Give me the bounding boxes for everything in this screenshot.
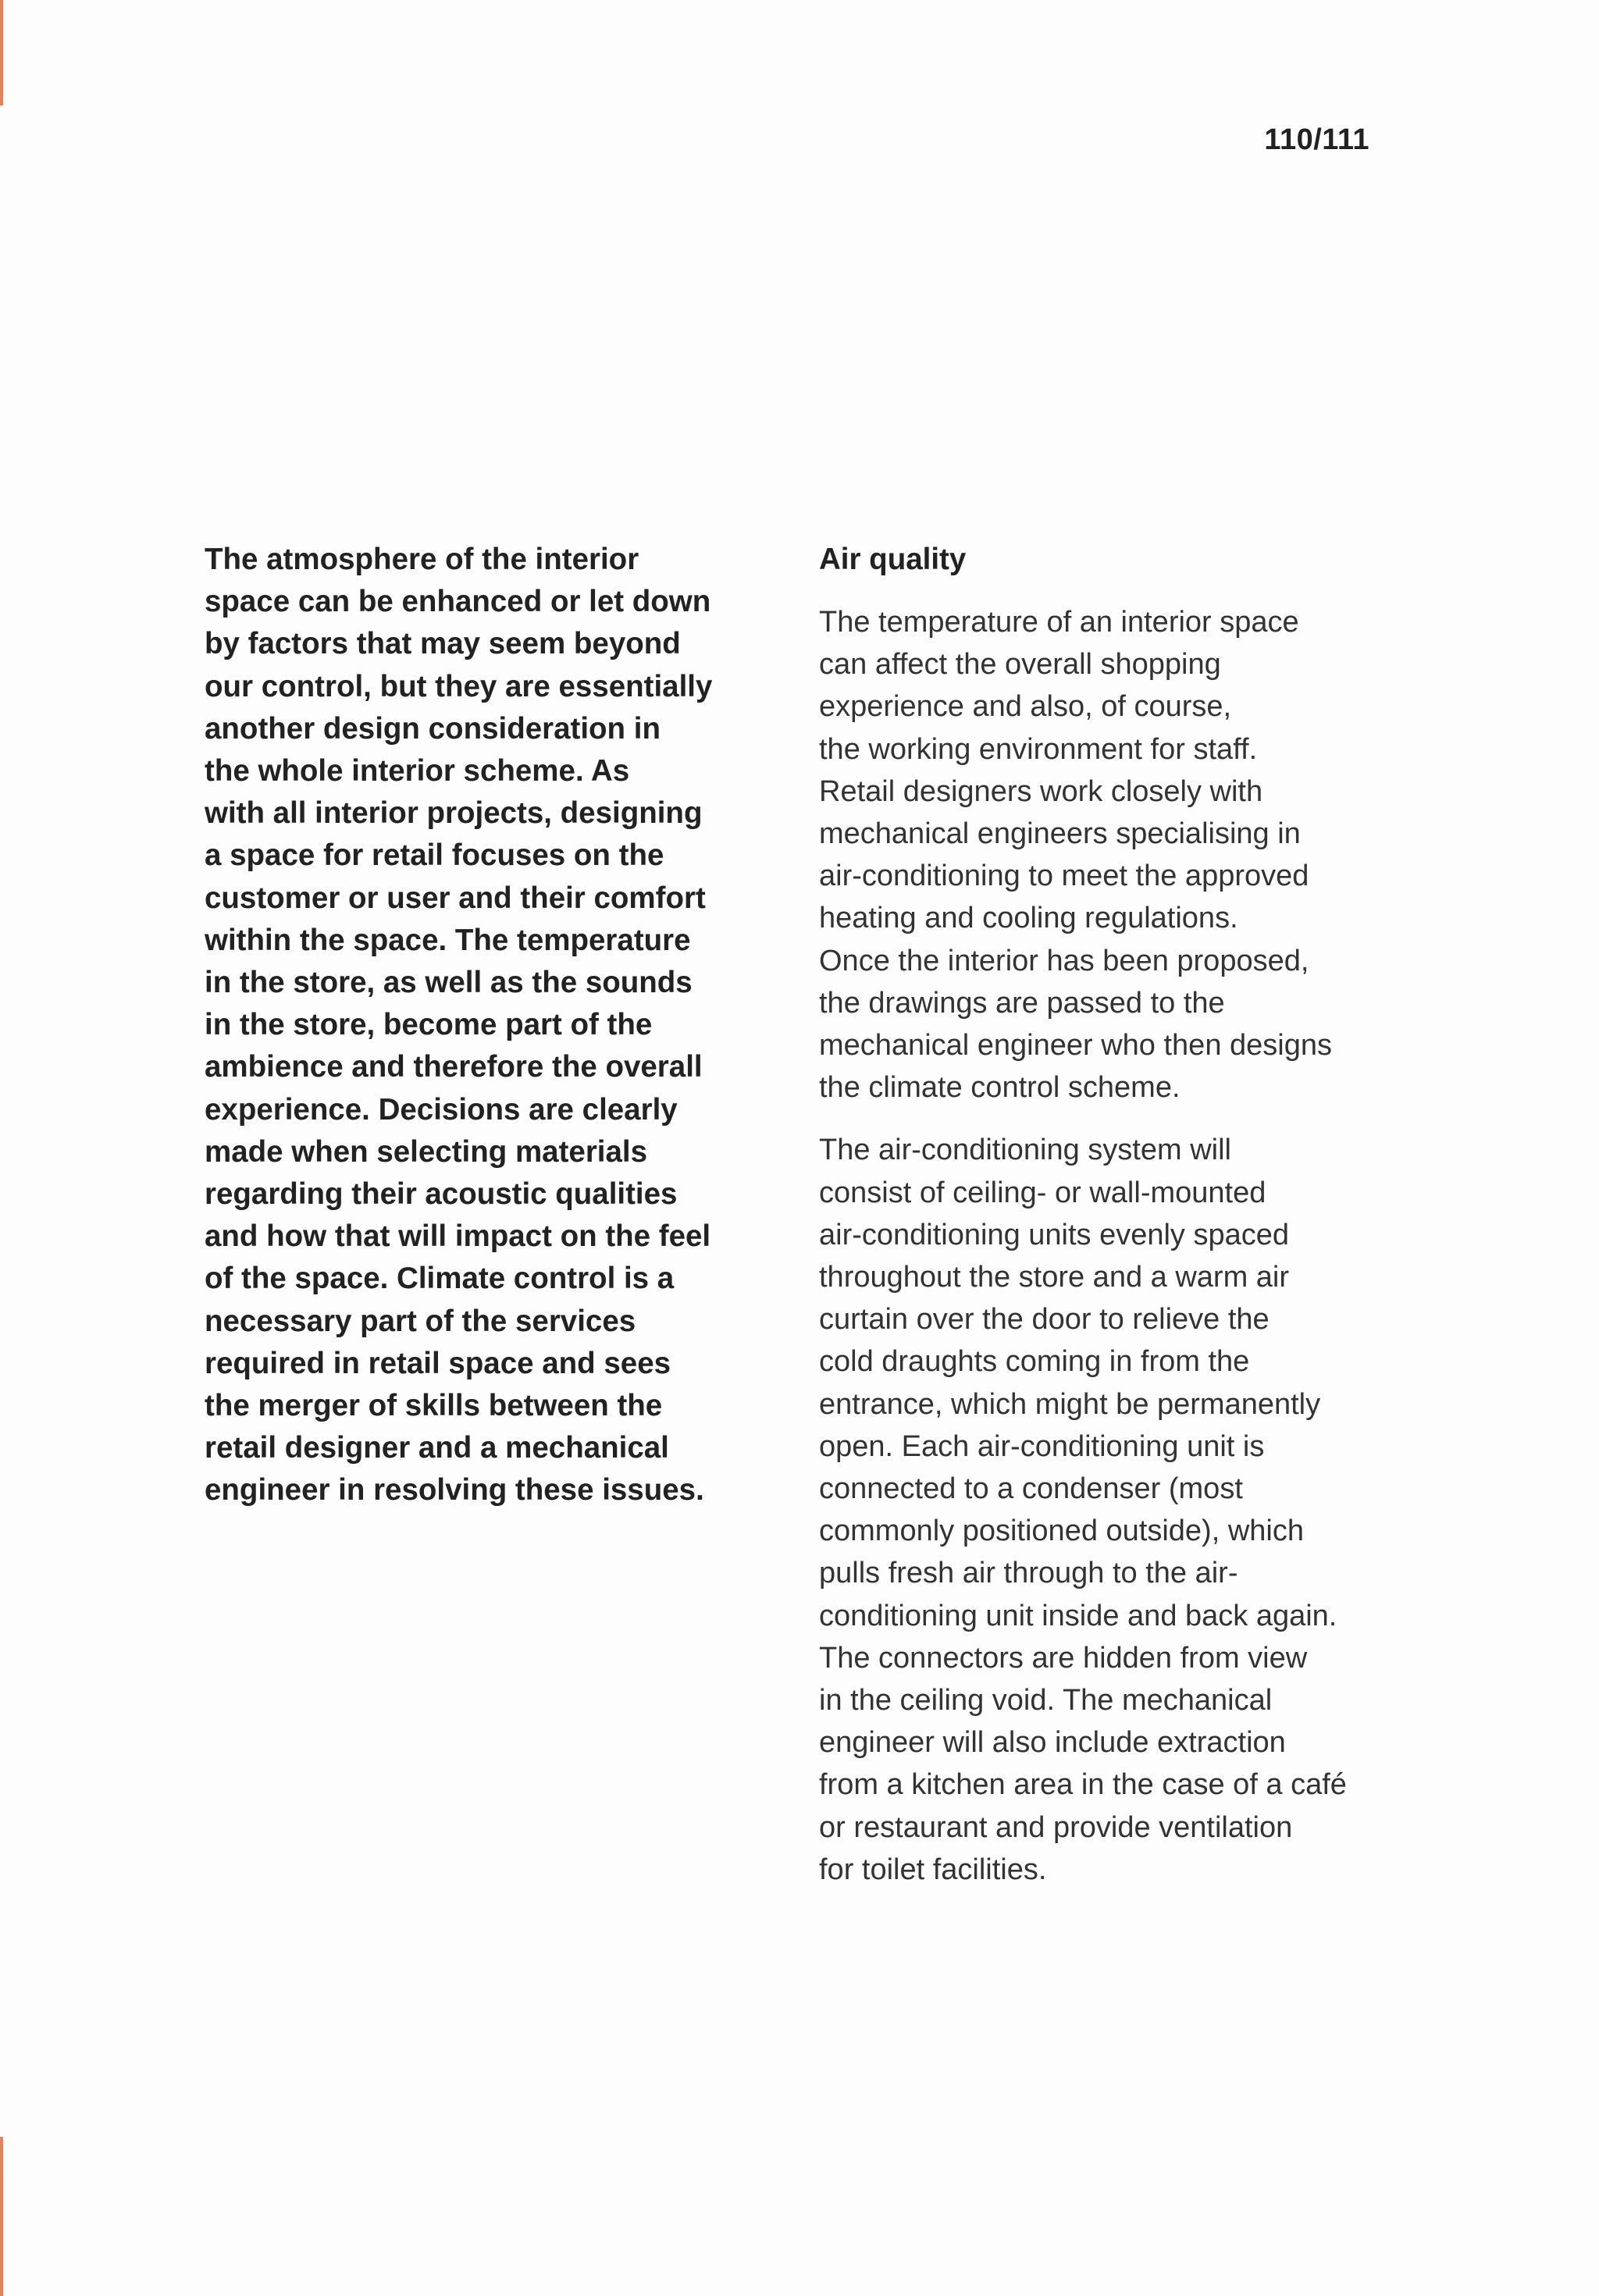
body-line: conditioning unit inside and back again. (819, 1599, 1337, 1632)
body-line: Once the interior has been proposed, (819, 944, 1309, 977)
body-line: The temperature of an interior space (819, 606, 1299, 639)
lead-line: another design consideration in (205, 711, 661, 746)
lead-line: of the space. Climate control is a (205, 1262, 675, 1296)
lead-line: ambience and therefore the overall (205, 1050, 703, 1084)
lead-line: regarding their acoustic qualities (205, 1177, 678, 1212)
body-line: curtain over the door to relieve the (819, 1303, 1270, 1337)
lead-line: and how that will impact on the feel (205, 1219, 711, 1254)
lead-line: required in retail space and sees (205, 1346, 671, 1380)
lead-line: with all interior projects, designing (205, 796, 703, 831)
body-line: experience and also, of course, (819, 690, 1232, 724)
body-line: connected to a condenser (most (819, 1472, 1243, 1506)
lead-line: the merger of skills between the (205, 1389, 663, 1423)
body-line: The connectors are hidden from view (819, 1641, 1308, 1675)
lead-line: in the store, as well as the sounds (205, 966, 693, 1000)
lead-line: The atmosphere of the interior (205, 543, 639, 576)
body-line: in the ceiling void. The mechanical (819, 1684, 1273, 1718)
lead-line: space can be enhanced or let down (205, 585, 711, 619)
lead-line: a space for retail focuses on the (205, 838, 664, 873)
lead-line: experience. Decisions are clearly (205, 1092, 678, 1127)
body-line: air-conditioning to meet the approved (819, 860, 1309, 893)
body-line: or restaurant and provide ventilation (819, 1810, 1293, 1844)
body-line: the working environment for staff. (819, 732, 1258, 766)
lead-line: within the space. The temperature (205, 923, 691, 957)
page-edge-marker-top (0, 0, 3, 105)
body-paragraph-2 (819, 1129, 1381, 1891)
body-line: from a kitchen area in the case of a café (819, 1768, 1347, 1802)
body-line: air-conditioning units evenly spaced (819, 1218, 1290, 1251)
body-line: entrance, which might be permanently (819, 1387, 1321, 1421)
section-heading: Air quality (819, 543, 967, 576)
lead-line: by factors that may seem beyond (205, 627, 681, 661)
body-line: pulls fresh air through to the air- (819, 1557, 1238, 1590)
lead-line: the whole interior scheme. As (205, 754, 630, 788)
body-line: open. Each air-conditioning unit is (819, 1429, 1265, 1463)
body-line: mechanical engineer who then designs (819, 1029, 1332, 1063)
air-quality-section (819, 539, 1381, 1911)
body-line: commonly positioned outside), which (819, 1515, 1304, 1548)
body-line: the drawings are passed to the (819, 986, 1225, 1020)
body-line: engineer will also include extraction (819, 1726, 1286, 1760)
lead-line: necessary part of the services (205, 1304, 636, 1338)
body-line: heating and cooling regulations. (819, 902, 1238, 935)
lead-line: in the store, become part of the (205, 1008, 653, 1042)
lead-line: our control, but they are essentially (205, 669, 713, 703)
lead-line: customer or user and their comfort (205, 881, 706, 915)
page-number: 110/111 (1264, 123, 1369, 156)
body-line: mechanical engineers specialising in (819, 817, 1301, 851)
lead-line: retail designer and a mechanical (205, 1431, 669, 1465)
body-line: Retail designers work closely with (819, 774, 1263, 808)
body-line: can affect the overall shopping (819, 648, 1221, 682)
body-line: The air-conditioning system will (819, 1134, 1231, 1167)
body-line: cold draughts coming in from the (819, 1345, 1250, 1379)
body-line: the climate control scheme. (819, 1071, 1181, 1105)
lead-line: engineer in resolving these issues. (205, 1473, 704, 1508)
body-line: throughout the store and a warm air (819, 1261, 1290, 1294)
page-edge-marker-bottom (0, 2137, 3, 2296)
body-line: consist of ceiling- or wall-mounted (819, 1176, 1266, 1209)
lead-line: made when selecting materials (205, 1134, 648, 1169)
body-paragraph-1 (819, 601, 1381, 1109)
body-line: for toilet facilities. (819, 1853, 1047, 1886)
lead-paragraph (205, 539, 775, 1512)
